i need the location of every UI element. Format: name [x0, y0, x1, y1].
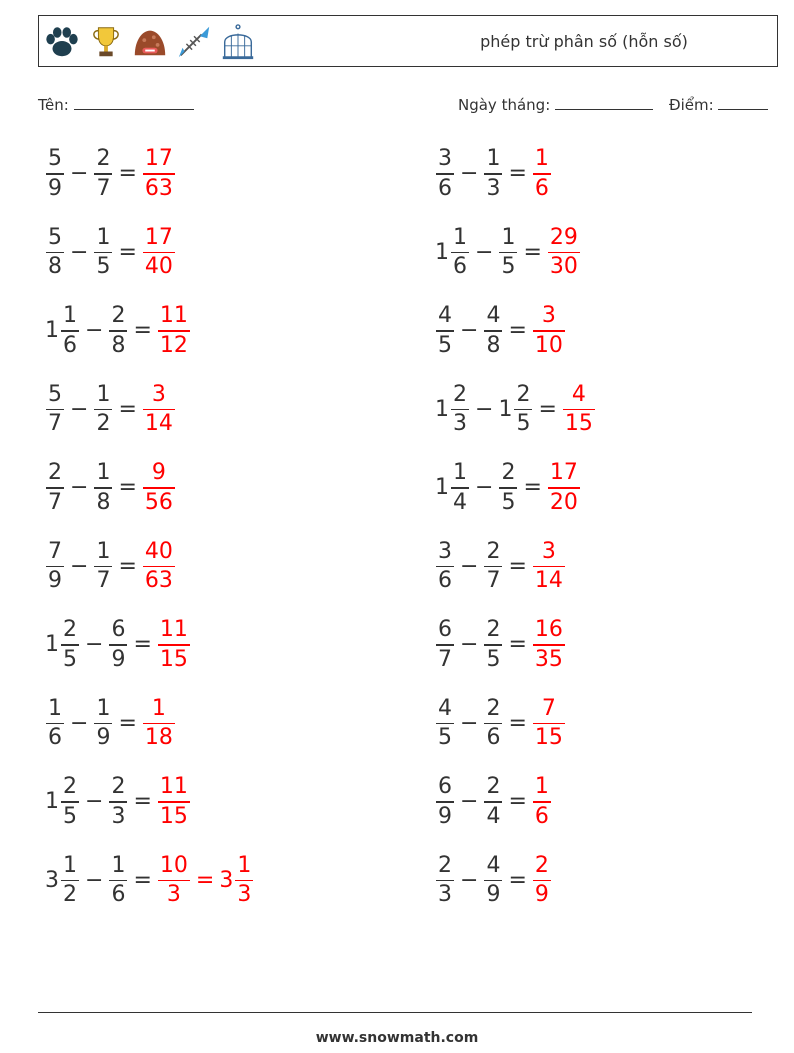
header-icons — [43, 22, 257, 62]
denominator: 9 — [534, 882, 549, 907]
dog-bed-icon — [131, 22, 169, 62]
equals-sign: = — [195, 867, 215, 893]
first-fraction — [46, 538, 64, 596]
whole-number: 1 — [435, 475, 449, 501]
answer-fraction — [143, 381, 175, 439]
date-field — [458, 95, 653, 114]
equals-sign: = — [523, 475, 542, 501]
numerator: 4 — [438, 303, 452, 328]
first-fraction — [451, 224, 469, 282]
equals-sign: = — [508, 632, 527, 658]
minus-sign: − — [460, 161, 479, 187]
numerator: 1 — [96, 460, 111, 485]
denominator: 15 — [564, 411, 593, 436]
equals-sign: = — [508, 318, 527, 344]
problem-row — [435, 695, 566, 753]
second-fraction — [109, 616, 127, 674]
problem-row — [435, 616, 566, 674]
problem-row — [45, 224, 176, 282]
denominator: 8 — [48, 254, 62, 279]
numerator: 3 — [541, 303, 556, 328]
numerator: 1 — [96, 224, 111, 250]
second-fraction — [484, 695, 502, 753]
numerator: 1 — [453, 224, 467, 250]
minus-sign: − — [475, 475, 494, 501]
problem-row — [45, 302, 191, 360]
equals-sign: = — [118, 396, 137, 422]
whole-number: 1 — [498, 396, 513, 422]
second-fraction — [514, 381, 532, 439]
problem-row — [45, 381, 176, 439]
problem-row — [45, 695, 176, 753]
answer — [562, 381, 596, 439]
denominator: 3 — [111, 803, 126, 829]
name-field — [38, 95, 194, 114]
score-label: Điểm: — [669, 96, 714, 114]
minus-sign: − — [70, 161, 89, 187]
whole-number: 1 — [45, 632, 59, 658]
answer-fraction — [143, 145, 175, 203]
answer-fraction — [143, 538, 175, 596]
numerator: 7 — [48, 538, 62, 564]
answer-fraction — [533, 773, 551, 831]
denominator: 6 — [63, 332, 77, 358]
numerator: 5 — [48, 224, 62, 250]
answer-fraction — [533, 145, 551, 203]
paw-icon — [43, 22, 81, 62]
answer-fraction — [533, 852, 551, 910]
denominator: 7 — [438, 646, 452, 672]
denominator: 5 — [516, 411, 531, 436]
denominator: 4 — [486, 803, 501, 829]
answer — [157, 616, 191, 674]
worksheet-title: phép trừ phân số (hỗn số) — [480, 32, 688, 51]
numerator: 17 — [144, 146, 173, 171]
denominator: 6 — [438, 175, 452, 201]
problem-row — [45, 145, 176, 203]
equals-sign: = — [133, 789, 152, 815]
numerator: 4 — [571, 381, 586, 407]
first-fraction — [436, 145, 454, 203]
denominator: 5 — [501, 254, 516, 279]
answer — [532, 773, 552, 831]
numerator: 6 — [111, 617, 126, 642]
numerator: 11 — [159, 617, 188, 642]
denominator: 7 — [48, 411, 62, 436]
equals-sign: = — [133, 632, 152, 658]
denominator: 4 — [453, 489, 467, 515]
answer — [547, 459, 581, 517]
answer — [532, 302, 566, 360]
denominator: 14 — [534, 568, 563, 593]
denominator: 5 — [438, 332, 452, 358]
first-fraction — [436, 616, 454, 674]
denominator: 6 — [486, 725, 501, 750]
score-blank[interactable] — [718, 95, 768, 110]
denominator: 7 — [48, 489, 62, 515]
problem-row — [435, 538, 566, 596]
denominator: 18 — [144, 725, 173, 750]
denominator: 12 — [159, 332, 188, 358]
answer — [532, 538, 566, 596]
second-fraction — [484, 852, 502, 910]
numerator: 3 — [438, 146, 452, 171]
denominator: 14 — [144, 411, 173, 436]
minus-sign: − — [85, 789, 104, 815]
first-fraction — [46, 695, 64, 753]
footer-divider — [38, 1012, 752, 1013]
denominator: 3 — [438, 882, 452, 907]
answer — [142, 381, 176, 439]
problem-row — [45, 459, 176, 517]
equals-sign: = — [118, 710, 137, 736]
denominator: 6 — [111, 882, 126, 907]
minus-sign: − — [460, 789, 479, 815]
first-fraction — [61, 616, 79, 674]
numerator: 2 — [516, 381, 531, 407]
answer-fraction — [158, 773, 190, 831]
worksheet-header — [38, 15, 778, 67]
answer-fraction — [548, 224, 580, 282]
denominator: 5 — [438, 725, 452, 750]
numerator: 3 — [541, 538, 556, 564]
whole-number: 3 — [45, 867, 59, 893]
minus-sign: − — [475, 239, 494, 265]
denominator: 2 — [63, 882, 77, 907]
equals-sign: = — [508, 789, 527, 815]
second-fraction — [499, 459, 517, 517]
numerator: 2 — [63, 774, 77, 799]
numerator: 2 — [486, 774, 501, 799]
second-fraction — [94, 695, 112, 753]
answer — [532, 852, 552, 910]
whole-number: 1 — [45, 789, 59, 815]
denominator: 3 — [486, 175, 501, 201]
numerator: 6 — [438, 774, 452, 799]
denominator: 8 — [96, 489, 111, 515]
numerator: 17 — [549, 460, 578, 485]
first-fraction — [436, 852, 454, 910]
numerator: 4 — [438, 695, 452, 721]
answer-fraction — [143, 224, 175, 282]
second-fraction — [109, 302, 127, 360]
first-fraction — [451, 381, 469, 439]
equals-sign: = — [118, 239, 137, 265]
equals-sign: = — [508, 161, 527, 187]
numerator: 1 — [96, 695, 111, 721]
denominator: 9 — [96, 725, 111, 750]
answer — [157, 773, 191, 831]
answer-fraction — [143, 459, 175, 517]
answer — [532, 145, 552, 203]
numerator: 1 — [96, 538, 111, 564]
minus-sign: − — [460, 867, 479, 893]
footer-url: www.snowmath.com — [315, 1030, 479, 1046]
second-fraction — [484, 616, 502, 674]
numerator: 2 — [111, 303, 126, 328]
second-fraction — [484, 302, 502, 360]
score-field — [669, 95, 768, 114]
numerator: 9 — [151, 460, 166, 485]
equals-sign: = — [538, 396, 557, 422]
whole-number: 1 — [45, 318, 59, 344]
denominator: 63 — [144, 175, 173, 201]
equals-sign: = — [133, 867, 152, 893]
numerator: 6 — [438, 617, 452, 642]
denominator: 5 — [501, 489, 516, 515]
numerator: 11 — [159, 774, 188, 799]
problem-row — [45, 773, 191, 831]
date-label: Ngày tháng: — [458, 96, 551, 114]
denominator: 9 — [438, 803, 452, 829]
numerator: 1 — [534, 774, 549, 799]
denominator: 6 — [534, 175, 549, 201]
first-fraction — [46, 459, 64, 517]
denominator: 7 — [96, 568, 111, 593]
answer — [142, 145, 176, 203]
denominator: 15 — [159, 646, 188, 672]
second-fraction — [484, 773, 502, 831]
answer-fraction — [533, 302, 565, 360]
bird-cage-icon — [219, 22, 257, 62]
numerator: 1 — [453, 460, 467, 485]
numerator: 4 — [486, 852, 501, 878]
minus-sign: − — [85, 867, 104, 893]
numerator: 1 — [534, 146, 549, 171]
numerator: 1 — [48, 695, 62, 721]
denominator: 40 — [144, 254, 173, 279]
name-label: Tên: — [38, 96, 69, 114]
numerator: 1 — [501, 224, 516, 250]
answer-fraction — [533, 616, 565, 674]
answer-fraction — [158, 616, 190, 674]
whole-number: 1 — [435, 396, 449, 422]
problem-row — [435, 381, 596, 439]
numerator: 3 — [438, 538, 452, 564]
second-fraction — [484, 538, 502, 596]
numerator: 1 — [486, 146, 501, 171]
denominator: 56 — [144, 489, 173, 515]
second-fraction — [94, 224, 112, 282]
first-fraction — [61, 302, 79, 360]
numerator: 2 — [534, 852, 549, 878]
first-fraction — [451, 459, 469, 517]
equals-sign: = — [508, 867, 527, 893]
second-fraction — [499, 224, 517, 282]
denominator: 3 — [237, 882, 252, 907]
denominator: 8 — [486, 332, 501, 358]
answer-fraction — [158, 852, 190, 910]
answer-fraction — [563, 381, 595, 439]
problem-row — [45, 538, 176, 596]
first-fraction — [436, 538, 454, 596]
first-fraction — [46, 224, 64, 282]
numerator: 16 — [534, 617, 563, 642]
minus-sign: − — [475, 396, 494, 422]
denominator: 6 — [534, 803, 549, 829]
second-fraction — [94, 145, 112, 203]
minus-sign: − — [460, 553, 479, 579]
denominator: 15 — [534, 725, 563, 750]
denominator: 6 — [48, 725, 62, 750]
answer — [142, 538, 176, 596]
minus-sign: − — [70, 396, 89, 422]
first-fraction — [46, 145, 64, 203]
numerator: 10 — [159, 852, 188, 878]
equals-sign: = — [118, 161, 137, 187]
second-fraction — [94, 459, 112, 517]
denominator: 30 — [549, 254, 578, 279]
denominator: 3 — [166, 882, 181, 907]
whole-number: 1 — [435, 239, 449, 265]
numerator: 3 — [151, 381, 166, 407]
denominator: 7 — [486, 568, 501, 593]
denominator: 9 — [111, 646, 126, 672]
denominator: 20 — [549, 489, 578, 515]
numerator: 1 — [237, 852, 252, 878]
numerator: 2 — [438, 852, 452, 878]
equals-sign: = — [118, 553, 137, 579]
answer-fraction — [533, 538, 565, 596]
trophy-icon — [87, 22, 125, 62]
numerator: 2 — [453, 381, 467, 407]
numerator: 11 — [159, 303, 188, 328]
minus-sign: − — [85, 318, 104, 344]
problem-row — [435, 224, 581, 282]
answer — [547, 224, 581, 282]
denominator: 9 — [48, 568, 62, 593]
numerator: 2 — [63, 617, 77, 642]
answer — [157, 852, 254, 910]
denominator: 63 — [144, 568, 173, 593]
minus-sign: − — [70, 239, 89, 265]
denominator: 5 — [63, 803, 77, 829]
answer — [142, 459, 176, 517]
denominator: 9 — [486, 882, 501, 907]
equals-sign: = — [133, 318, 152, 344]
denominator: 9 — [48, 175, 62, 201]
numerator: 1 — [111, 852, 126, 878]
answer — [157, 302, 191, 360]
first-fraction — [436, 773, 454, 831]
answer — [532, 616, 566, 674]
numerator: 2 — [486, 617, 501, 642]
denominator: 15 — [159, 803, 188, 829]
numerator: 17 — [144, 224, 173, 250]
denominator: 2 — [96, 411, 111, 436]
numerator: 1 — [151, 695, 166, 721]
numerator: 2 — [96, 146, 111, 171]
problem-row — [45, 852, 254, 910]
answer — [142, 695, 176, 753]
numerator: 1 — [96, 381, 111, 407]
numerator: 1 — [63, 852, 77, 878]
first-fraction — [61, 852, 79, 910]
whole-number: 3 — [219, 867, 234, 893]
minus-sign: − — [460, 318, 479, 344]
denominator: 3 — [453, 411, 467, 436]
answer-fraction — [158, 302, 190, 360]
fish-bone-icon — [175, 22, 213, 62]
denominator: 5 — [96, 254, 111, 279]
second-fraction — [109, 852, 127, 910]
problem-row — [435, 852, 552, 910]
equals-sign: = — [508, 553, 527, 579]
answer-fraction — [548, 459, 580, 517]
answer-fraction — [533, 695, 565, 753]
minus-sign: − — [70, 475, 89, 501]
denominator: 5 — [486, 646, 501, 672]
second-fraction — [94, 381, 112, 439]
numerator: 2 — [111, 774, 126, 799]
numerator: 2 — [501, 460, 516, 485]
numerator: 29 — [549, 224, 578, 250]
denominator: 6 — [438, 568, 452, 593]
minus-sign: − — [460, 710, 479, 736]
equals-sign: = — [508, 710, 527, 736]
numerator: 4 — [486, 303, 501, 328]
answer-mixed-number — [235, 852, 253, 910]
minus-sign: − — [85, 632, 104, 658]
name-blank[interactable] — [74, 95, 194, 110]
equals-sign: = — [523, 239, 542, 265]
numerator: 2 — [48, 460, 62, 485]
denominator: 8 — [111, 332, 126, 358]
first-fraction — [436, 695, 454, 753]
first-fraction — [61, 773, 79, 831]
minus-sign: − — [460, 632, 479, 658]
numerator: 40 — [144, 538, 173, 564]
date-blank[interactable] — [555, 95, 653, 110]
numerator: 7 — [541, 695, 556, 721]
numerator: 5 — [48, 146, 62, 171]
second-fraction — [109, 773, 127, 831]
problem-row — [435, 145, 552, 203]
second-fraction — [94, 538, 112, 596]
denominator: 5 — [63, 646, 77, 672]
equals-sign: = — [118, 475, 137, 501]
answer — [532, 695, 566, 753]
minus-sign: − — [70, 710, 89, 736]
denominator: 35 — [534, 646, 563, 672]
minus-sign: − — [70, 553, 89, 579]
answer — [142, 224, 176, 282]
denominator: 6 — [453, 254, 467, 279]
second-fraction — [484, 145, 502, 203]
numerator: 2 — [486, 538, 501, 564]
problem-row — [435, 459, 581, 517]
first-fraction — [436, 302, 454, 360]
problem-row — [45, 616, 191, 674]
problem-row — [435, 773, 552, 831]
numerator: 5 — [48, 381, 62, 407]
denominator: 10 — [534, 332, 563, 358]
numerator: 2 — [486, 695, 501, 721]
first-fraction — [46, 381, 64, 439]
denominator: 7 — [96, 175, 111, 201]
numerator: 1 — [63, 303, 77, 328]
problem-row — [435, 302, 566, 360]
answer-fraction — [143, 695, 175, 753]
